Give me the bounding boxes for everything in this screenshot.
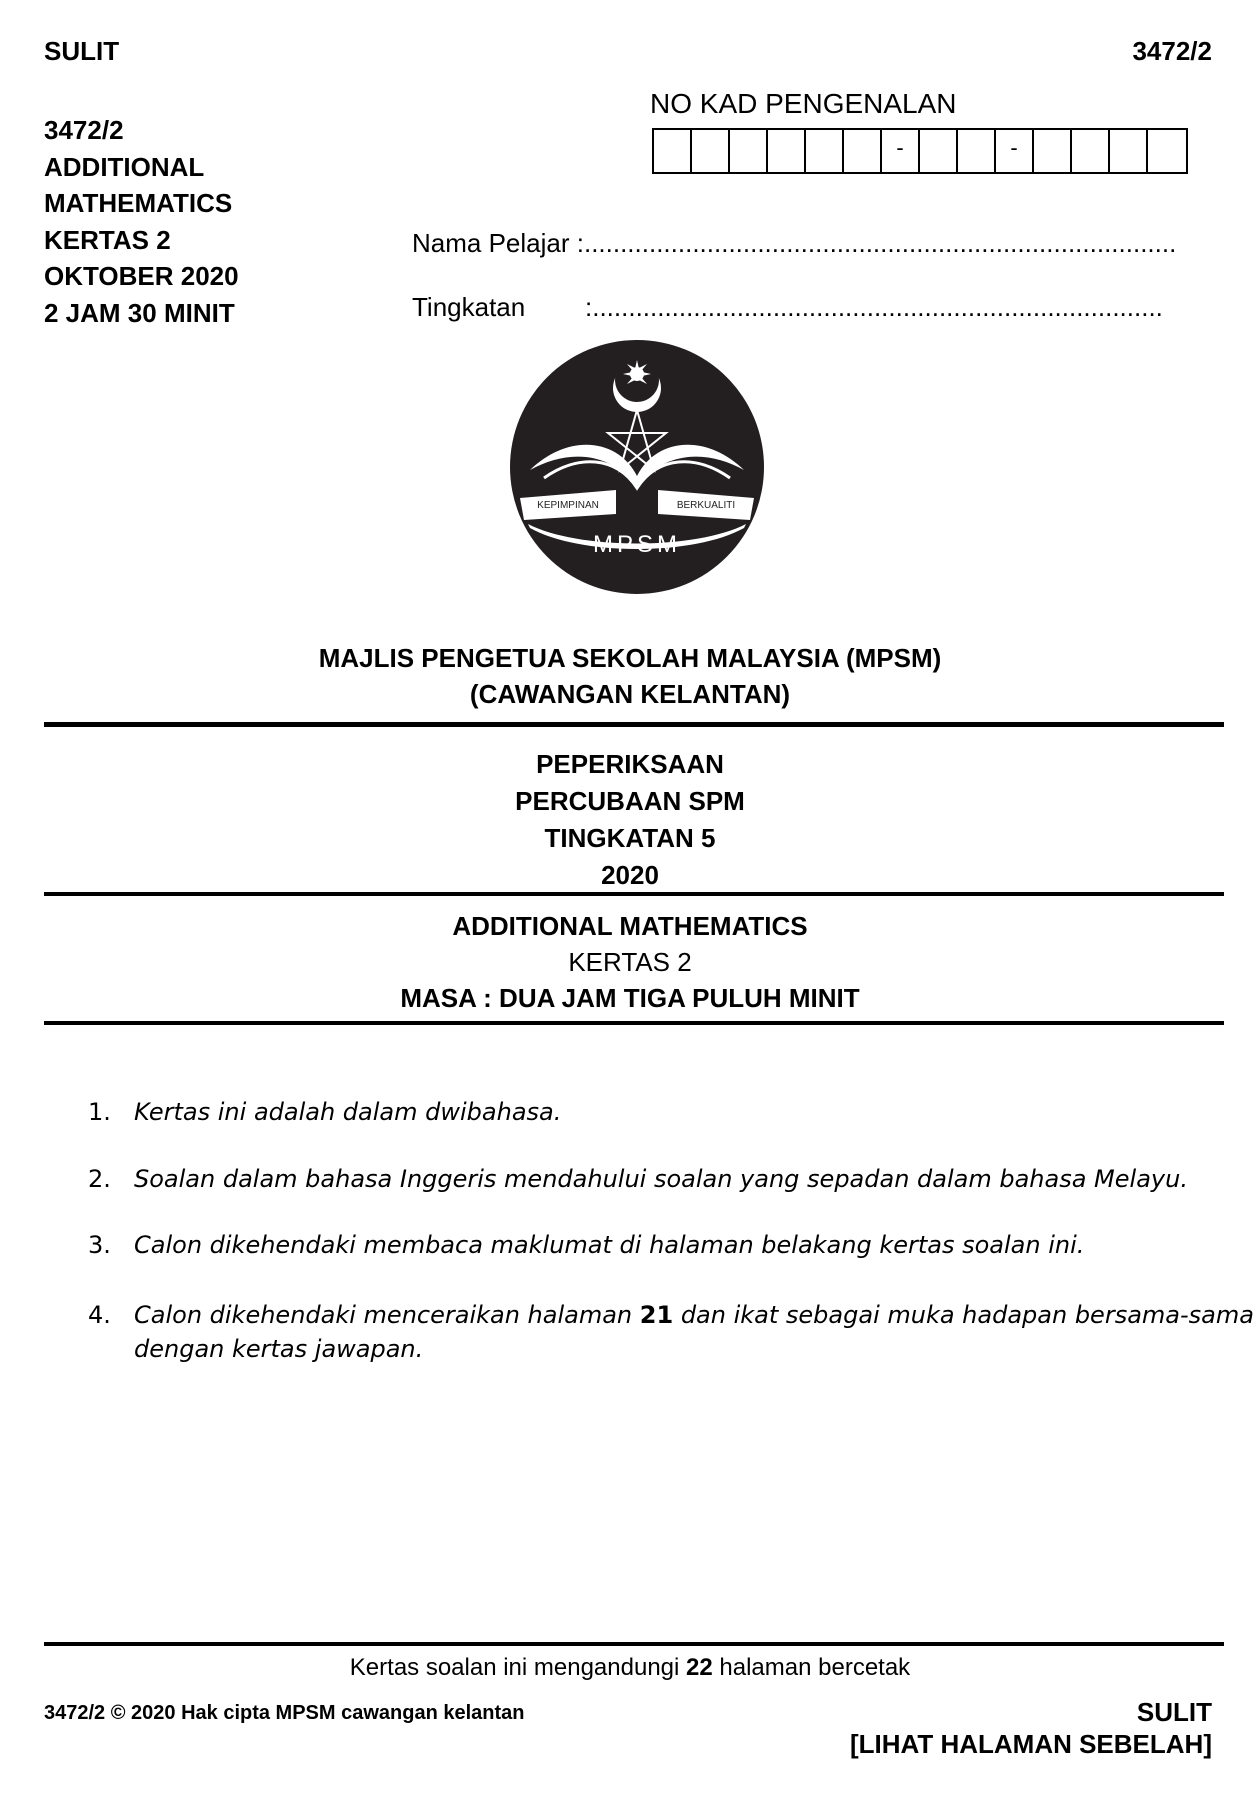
id-card-cell[interactable]	[692, 130, 730, 172]
instruction-number: 1.	[88, 1098, 111, 1126]
footer-divider	[44, 1642, 1224, 1646]
logo-ribbon-right: BERKUALITI	[676, 500, 736, 511]
id-card-cell[interactable]	[1072, 130, 1110, 172]
student-name-dots[interactable]: ..................................................................................	[583, 228, 1177, 258]
mpsm-logo	[508, 338, 766, 596]
student-name-label: Nama Pelajar :	[412, 228, 584, 258]
id-card-cell[interactable]	[806, 130, 844, 172]
course-subject-line1: ADDITIONAL	[44, 151, 205, 182]
student-name-field[interactable]	[412, 228, 1176, 259]
course-code: 3472/2	[44, 115, 124, 145]
id-card-cell[interactable]	[768, 130, 806, 172]
instruction-number: 4.	[88, 1301, 111, 1329]
course-subject-line2: MATHEMATICS	[44, 188, 233, 218]
instruction-item	[88, 1231, 1084, 1259]
id-card-cell[interactable]	[654, 130, 692, 172]
footer-classification: SULIT	[1136, 1697, 1212, 1727]
form-dots[interactable]: :...............................................................................	[585, 292, 1163, 322]
instruction-text: Calon dikehendaki membaca maklumat di halaman belakang kertas soalan ini.	[134, 1231, 1085, 1259]
see-next-page: [LIHAT HALAMAN SEBELAH]	[849, 1729, 1212, 1759]
instruction-number: 3.	[88, 1231, 111, 1259]
id-card-cell[interactable]	[1034, 130, 1072, 172]
id-card-cell[interactable]	[920, 130, 958, 172]
page-number-bold: 21	[639, 1301, 674, 1329]
paper-block	[0, 908, 1260, 1016]
id-card-separator-cell: -	[996, 130, 1034, 172]
instruction-number: 2.	[88, 1165, 111, 1193]
paper-code: 3472/2	[1132, 36, 1212, 66]
id-card-cell[interactable]	[958, 130, 996, 172]
page-count: 22	[686, 1654, 713, 1681]
organisation-branch: (CAWANGAN KELANTAN)	[469, 679, 791, 709]
exam-title-line3: TINGKATAN 5	[544, 823, 716, 853]
id-card-cell[interactable]	[1110, 130, 1148, 172]
organisation-name: MAJLIS PENGETUA SEKOLAH MALAYSIA (MPSM)	[318, 643, 942, 673]
logo-ribbon-left: KEPIMPINAN	[537, 500, 599, 511]
copyright-text: 3472/2 © 2020 Hak cipta MPSM cawangan kelantan	[44, 1702, 525, 1724]
divider	[44, 722, 1224, 727]
logo-acronym: MPSM	[593, 531, 681, 558]
exam-block	[0, 746, 1260, 894]
paper-time: MASA : DUA JAM TIGA PULUH MINIT	[400, 983, 860, 1013]
course-duration: 2 JAM 30 MINIT	[44, 297, 235, 328]
id-card-grid[interactable]	[652, 128, 1188, 174]
footer-right	[850, 1696, 1212, 1760]
course-paper: KERTAS 2	[44, 224, 171, 255]
exam-title-line1: PEPERIKSAAN	[536, 749, 724, 779]
id-card-cell[interactable]	[730, 130, 768, 172]
instruction-item	[88, 1098, 561, 1126]
instruction-text: Calon dikehendaki menceraikan halaman 21 dan ikat sebagai muka hadapan bersama-sama	[134, 1301, 1254, 1329]
id-card-label: NO KAD PENGENALAN	[650, 88, 957, 119]
id-card-cell[interactable]	[844, 130, 882, 172]
classification-label: SULIT	[44, 36, 120, 66]
instruction-text: Kertas ini adalah dalam dwibahasa.	[134, 1098, 562, 1126]
instruction-item	[88, 1298, 1254, 1366]
id-card-cell[interactable]	[1148, 130, 1186, 172]
organisation-block	[0, 640, 1260, 712]
form-label: Tingkatan	[412, 292, 526, 322]
paper-number: KERTAS 2	[568, 947, 692, 977]
exam-title-line2: PERCUBAAN SPM	[515, 786, 745, 816]
course-date: OKTOBER 2020	[44, 261, 239, 291]
course-info	[44, 112, 239, 331]
instruction-text-continued: dengan kertas jawapan.	[134, 1335, 424, 1363]
form-field[interactable]	[412, 292, 1163, 323]
instruction-item	[88, 1165, 1188, 1193]
page-count-note: Kertas soalan ini mengandungi 22 halaman bercetak	[349, 1654, 911, 1681]
exam-year: 2020	[601, 860, 659, 890]
instruction-text: Soalan dalam bahasa Inggeris mendahului soalan yang sepadan dalam bahasa Melayu.	[134, 1165, 1188, 1193]
paper-subject: ADDITIONAL MATHEMATICS	[452, 911, 808, 941]
divider	[44, 892, 1224, 896]
id-card-separator-cell: -	[882, 130, 920, 172]
divider	[44, 1021, 1224, 1025]
